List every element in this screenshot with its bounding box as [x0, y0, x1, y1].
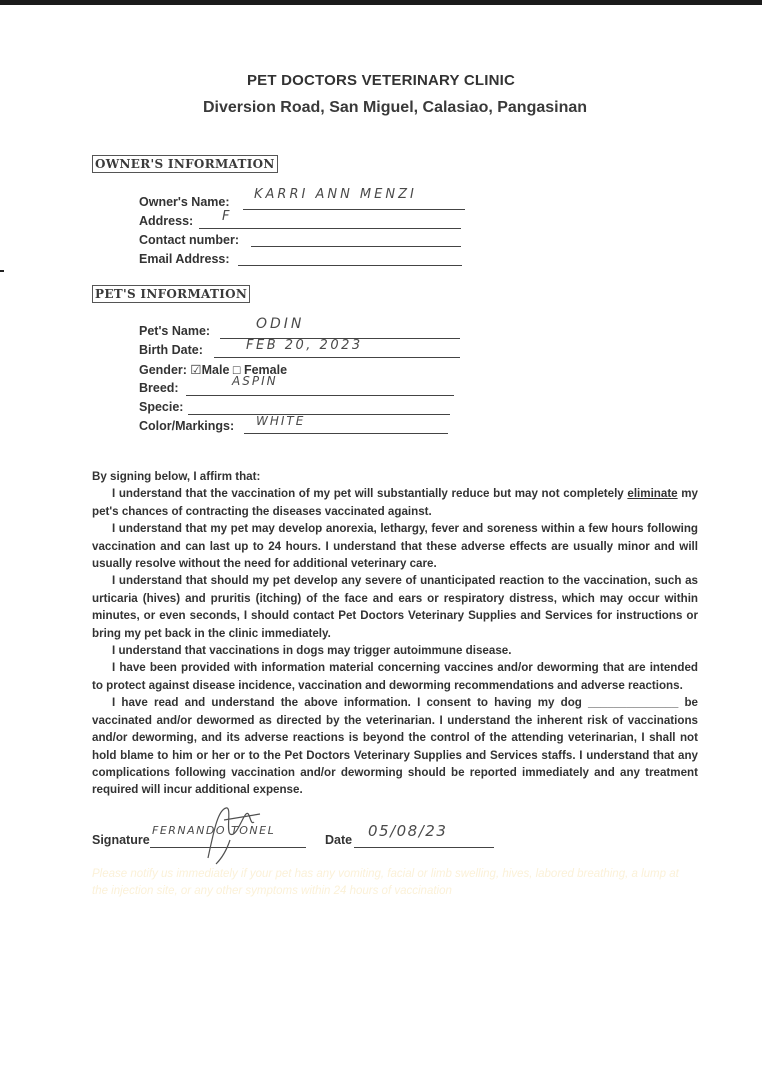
clinic-name: PET DOCTORS VETERINARY CLINIC: [246, 72, 516, 89]
signature-label: Signature: [92, 833, 150, 847]
date-label: Date: [325, 833, 353, 847]
gender-label: Gender:: [139, 363, 187, 377]
scan-edge-mark: [0, 270, 4, 272]
consent-paragraph-1: I understand that the vaccination of my pet will substantially reduce but may not completely eliminate my pet's chances of contracting the diseases vaccinated against.: [92, 487, 699, 518]
specie-label: Specie:: [139, 400, 184, 414]
contact-label: Contact number:: [139, 233, 239, 247]
consent-paragraph-6: I have read and understand the above information. I consent to having my dog ______________ be vaccinated and/or dewormed as directed by the veterinarian. I understand the inherent risk of vaccinations and/or deworming, and its adverse reactions is beyond the control of the attending veterinarian, I shall not hold blame to him or her or to the Pet Doctors Veterinary Supplies and Services staffs. I understand that any complications following vaccination and/or deworming should be reported immediately and any treatment required will incur additional expense.: [92, 696, 698, 797]
color-markings-value[interactable]: WHITE: [256, 414, 306, 428]
gender-male-checkbox[interactable]: ☑: [190, 363, 202, 377]
birth-date-line: [214, 357, 460, 358]
gender-female-checkbox[interactable]: □: [232, 363, 241, 377]
consent-paragraph-4: I understand that vaccinations in dogs may trigger autoimmune disease.: [112, 644, 512, 658]
email-label: Email Address:: [139, 252, 230, 266]
breed-label: Breed:: [139, 381, 179, 395]
owner-section-heading: OWNER'S INFORMATION: [92, 155, 278, 173]
consent-paragraph-2: I understand that my pet may develop anorexia, lethargy, fever and soreness within a few hours following vaccination and can last up to 24 hours. I understand that these adverse effects are usually minor and will usually resolve without the need for additional veterinary care.: [92, 522, 698, 571]
eliminate-underlined: eliminate: [627, 487, 678, 501]
breed-value[interactable]: ASPIN: [232, 374, 278, 388]
consent-paragraph-3: I understand that should my pet develop any severe of unanticipated reaction to the vaccination, such as urticaria (hives) and pruritis (itching) of the face and ears or respiratory distress, which may occur within minutes, or even seconds, I should contact Pet Doctors Veterinary Supplies and Services for instructions or bring my pet back in the clinic immediately.: [92, 574, 698, 640]
owner-name-line: [243, 209, 465, 210]
gender-male-label: Male: [201, 363, 230, 377]
birth-date-value[interactable]: FEB 20, 2023: [246, 338, 363, 353]
specie-line: [188, 414, 450, 415]
date-line: [354, 847, 494, 848]
clinic-address: Diversion Road, San Miguel, Calasiao, Pangasinan: [202, 99, 588, 116]
color-markings-label: Color/Markings:: [139, 419, 235, 433]
address-label: Address:: [139, 214, 194, 228]
email-line: [238, 265, 462, 266]
owner-name-value[interactable]: KARRI ANN MENZI: [254, 187, 417, 202]
consent-text: [92, 468, 698, 799]
date-value[interactable]: 05/08/23: [368, 822, 448, 840]
signature-value[interactable]: FERNANDO TONEL: [152, 824, 276, 837]
birth-date-label: Birth Date:: [139, 343, 203, 357]
consent-intro: By signing below, I affirm that:: [92, 470, 261, 483]
color-markings-line: [244, 433, 448, 434]
vaccination-notice: Please notify us immediately if your pet has any vomiting, facial or limb swelling, hives, labored breathing, a lump at the injection site, or any other symptoms within 24 hours of vaccination: [92, 868, 679, 897]
gender-female-label: Female: [243, 363, 288, 377]
contact-line: [251, 246, 461, 247]
address-value[interactable]: F: [222, 209, 232, 224]
signature-scribble: [196, 800, 266, 866]
scan-top-edge: [0, 0, 762, 5]
pet-section-heading: PET'S INFORMATION: [92, 285, 250, 303]
breed-line: [186, 395, 454, 396]
pet-name-label: Pet's Name:: [139, 324, 211, 338]
address-line: [199, 228, 461, 229]
owner-name-label: Owner's Name:: [139, 195, 230, 209]
consent-paragraph-5: I have been provided with information material concerning vaccines and/or deworming that are intended to protect against disease incidence, vaccination and deworming recommendations and adverse reactions.: [92, 661, 698, 692]
pet-name-value[interactable]: ODIN: [256, 316, 305, 332]
